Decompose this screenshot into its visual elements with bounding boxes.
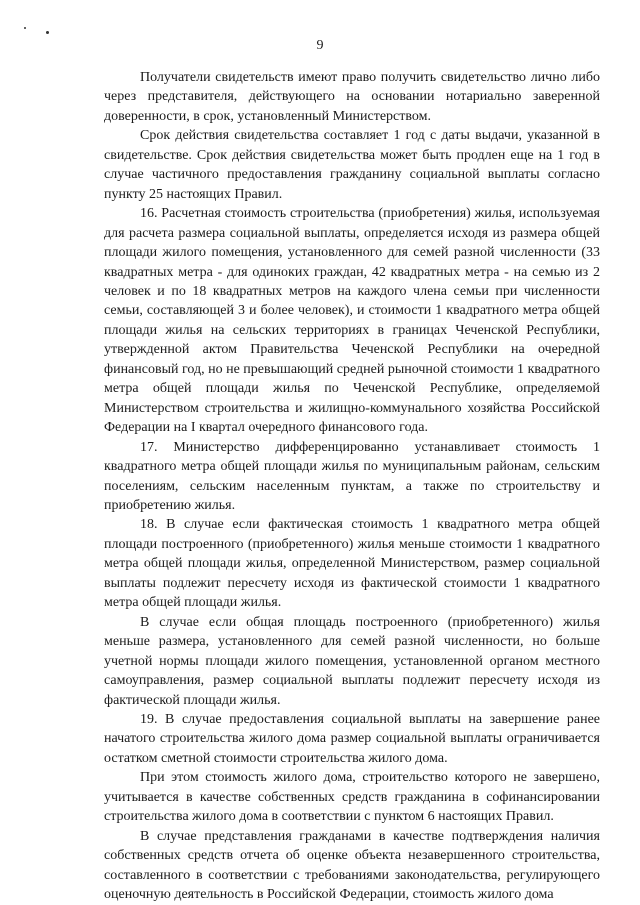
paragraph-16-estimated-cost: 16. Расчетная стоимость строительства (приобретения) жилья, используемая для расчета размера социальной выплаты, определяется исходя из размера общей площади жилого помещения, установленного для семей разной численности (33 квадратных метра - для одиноких граждан, 42 квадратных метра - на семью из 2 человек и по 18 квадратных метров на каждого члена семьи при численности семьи, составляющей 3 и более человек), и стоимости 1 квадратного метра общей площади жилья на сельских территориях в границах Чеченской Республики, утвержденной актом Правительства Чеченской Республики на очередной финансовый год, но не превышающий средней рыночной стоимости 1 квадратного метра общей площади жилья по Чеченской Республике, определяемой Министерством строительства и жилищно-коммунального хозяйства Российской Федерации на I квартал очередного финансового года. (104, 206, 600, 436)
document-body (104, 68, 600, 904)
paragraph-19-unfinished-construction: 19. В случае предоставления социальной выплаты на завершение ранее начатого строительства жилого дома размер социальной выплаты ограничивается остатком сметной стоимости строительства жилого дома. (104, 711, 600, 766)
paragraph-certificate-receipt: Получатели свидетельств имеют право получить свидетельство лично либо через представителя, действующего на основании нотариально заверенной доверенности, в срок, установленный Министерством. (104, 70, 600, 124)
paragraph-17-differentiated-cost: 17. Министерство дифференцированно устанавливает стоимость 1 квадратного метра общей площади жилья по муниципальным районам, сельским поселениям, сельским населенным пунктам, а также по строительству и приобретению жилья. (104, 439, 600, 513)
scan-speck (24, 27, 26, 29)
paragraph-valuation-report: В случае представления гражданами в качестве подтверждения наличия собственных средств отчета об оценке объекта незавершенного строительства, составленного в соответствии с требованиями законодательства, регулирующего оценочную деятельность в Российской Федерации, стоимость жилого дома (104, 828, 600, 903)
paragraph-cofinancing: При этом стоимость жилого дома, строительство которого не завершено, учитывается в качестве собственных средств гражданина в софинансировании строительства жилого дома в соответствии с пунктом 6 настоящих Правил. (104, 770, 600, 825)
paragraph-area-recalculation: В случае если общая площадь построенного (приобретенного) жилья меньше размера, установленного для семей разной численности, но больше учетной нормы площади жилого помещения, установленной органом местного самоуправления, размер социальной выплаты подлежит пересчету исходя из фактической площади жилья. (104, 614, 600, 708)
paragraph-certificate-validity: Срок действия свидетельства составляет 1 год с даты выдачи, указанной в свидетельстве. Срок действия свидетельства может быть продлен еще на 1 год в случае частичного предоставления гражданину социальной выплаты согласно пункту 25 настоящих Правил. (104, 128, 600, 202)
paragraph-18-recalculation: 18. В случае если фактическая стоимость 1 квадратного метра общей площади построенного (приобретенного) жилья меньше стоимости 1 квадратного метра общей площади жилья, определенной Министерством, размер социальной выплаты подлежит пересчету исходя из фактической стоимости 1 квадратного метра общей площади жилья. (104, 517, 600, 611)
scan-speck (46, 31, 49, 34)
page-number: 9 (316, 38, 324, 53)
